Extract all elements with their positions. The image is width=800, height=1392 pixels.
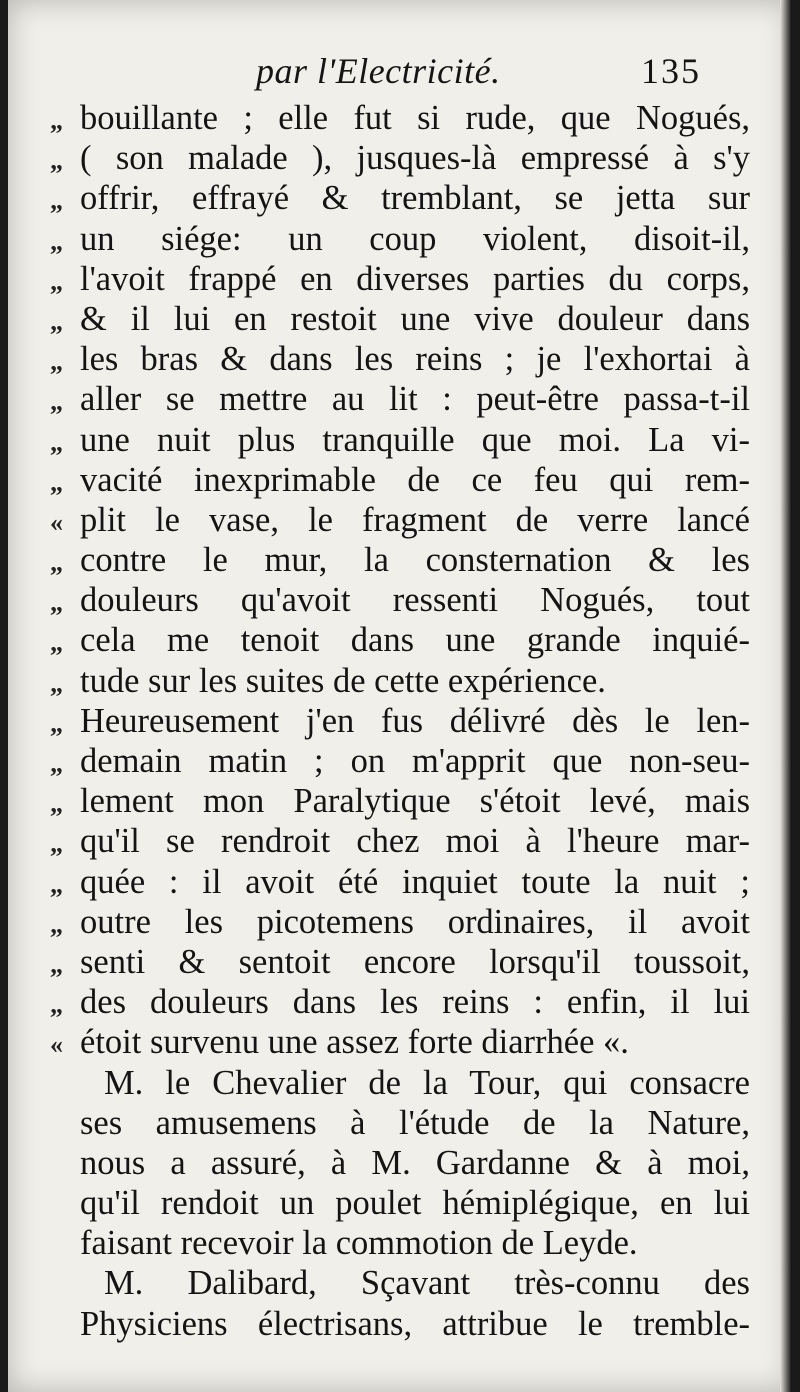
- line-text: étoit survenu une assez forte diarrhée «.: [80, 1023, 629, 1062]
- text-line: [50, 98, 750, 138]
- text-line: [50, 781, 750, 821]
- text-line: [50, 1063, 750, 1103]
- line-text: M. le Chevalier de la Tour, qui consacre: [104, 1063, 750, 1102]
- line-text: senti & sentoit encore lorsqu'il toussoit,: [80, 942, 750, 981]
- text-line: [50, 138, 750, 178]
- line-text: contre le mur, la consternation & les: [80, 541, 750, 580]
- quote-mark: «: [50, 1030, 63, 1060]
- quote-mark: „: [50, 708, 63, 738]
- text-line: [50, 1022, 750, 1062]
- text-line: [50, 1183, 750, 1223]
- quote-mark: „: [50, 427, 63, 457]
- quote-mark: „: [50, 749, 63, 778]
- text-line: [50, 1223, 750, 1263]
- page-edge-shadow: [780, 0, 792, 1392]
- body-text: [50, 98, 750, 1344]
- text-line: [50, 420, 750, 460]
- running-head: par l'Electricité.: [256, 51, 501, 91]
- line-text: qu'il rendoit un poulet hémiplégique, en lui: [80, 1184, 750, 1223]
- text-line: [50, 741, 750, 781]
- text-line: [50, 661, 750, 701]
- text-line: [50, 1304, 750, 1344]
- quote-mark: „: [50, 909, 63, 939]
- quote-mark: „: [50, 789, 63, 819]
- quote-mark: „: [50, 949, 63, 979]
- quote-mark: „: [50, 588, 63, 618]
- line-text: outre les picotemens ordinaires, il avoit: [80, 902, 750, 941]
- line-text: lement mon Paralytique s'étoit levé, mais: [80, 782, 750, 821]
- line-text: l'avoit frappé en diverses parties du corps,: [80, 259, 750, 298]
- line-text: vacité inexprimable de ce feu qui rem-: [80, 460, 750, 499]
- quote-mark: „: [50, 467, 63, 497]
- text-line: [50, 701, 750, 741]
- line-text: quée : il avoit été inquiet toute la nuit ;: [80, 862, 750, 901]
- text-line: [50, 620, 750, 660]
- line-text: faisant recevoir la commotion de Leyde.: [80, 1224, 638, 1263]
- text-line: [50, 1103, 750, 1143]
- quote-mark: „: [50, 146, 63, 176]
- quote-mark: „: [50, 186, 63, 216]
- quote-mark: „: [50, 347, 63, 377]
- text-line: [50, 1143, 750, 1183]
- line-text: demain matin ; on m'apprit que non-seu-: [80, 742, 750, 780]
- quote-mark: „: [50, 226, 63, 256]
- quote-mark: „: [50, 628, 63, 658]
- line-text: Heureusement j'en fus délivré dès le len-: [80, 701, 750, 740]
- page-header: [8, 50, 792, 100]
- line-text: des douleurs dans les reins : enfin, il lui: [80, 983, 750, 1022]
- quote-mark: „: [50, 106, 63, 135]
- line-text: ses amusemens à l'étude de la Nature,: [80, 1103, 750, 1142]
- text-line: [50, 339, 750, 379]
- line-text: une nuit plus tranquille que moi. La vi-: [80, 420, 750, 459]
- line-text: M. Dalibard, Sçavant très-connu des: [104, 1264, 750, 1303]
- line-text: qu'il se rendroit chez moi à l'heure mar-: [80, 822, 750, 861]
- book-page: [8, 0, 792, 1392]
- line-text: les bras & dans les reins ; je l'exhortai à: [80, 340, 750, 379]
- text-line: [50, 460, 750, 500]
- line-text: cela me tenoit dans une grande inquié-: [80, 621, 750, 660]
- text-line: [50, 178, 750, 218]
- line-text: Physiciens électrisans, attribue le tremble-: [80, 1304, 750, 1343]
- line-text: tude sur les suites de cette expérience.: [80, 661, 606, 700]
- text-line: [50, 902, 750, 942]
- quote-mark: „: [50, 990, 63, 1020]
- text-line: [50, 580, 750, 620]
- line-text: plit le vase, le fragment de verre lancé: [80, 500, 750, 539]
- line-text: ( son malade ), jusques-là empressé à s'y: [80, 139, 750, 178]
- quote-mark: „: [50, 668, 63, 698]
- text-line: [50, 1263, 750, 1303]
- text-line: [50, 219, 750, 259]
- text-line: [50, 500, 750, 540]
- text-line: [50, 821, 750, 861]
- line-text: nous a assuré, à M. Gardanne & à moi,: [80, 1143, 750, 1182]
- page-number: 135: [641, 51, 701, 91]
- line-text: offrir, effrayé & tremblant, se jetta sur: [80, 179, 750, 218]
- text-line: [50, 259, 750, 299]
- text-line: [50, 540, 750, 580]
- text-line: [50, 379, 750, 419]
- quote-mark: „: [50, 548, 63, 578]
- quote-mark: „: [50, 869, 63, 899]
- text-line: [50, 982, 750, 1022]
- text-line: [50, 942, 750, 982]
- quote-mark: „: [50, 266, 63, 296]
- quote-mark: „: [50, 387, 63, 417]
- line-text: aller se mettre au lit : peut-être passa-t-il: [80, 380, 750, 419]
- line-text: bouillante ; elle fut si rude, que Nogués,: [80, 99, 750, 137]
- quote-mark: „: [50, 829, 63, 859]
- line-text: & il lui en restoit une vive douleur dans: [80, 299, 750, 338]
- line-text: un siége: un coup violent, disoit-il,: [80, 219, 750, 258]
- quote-mark: „: [50, 306, 63, 336]
- line-text: douleurs qu'avoit ressenti Nogués, tout: [80, 581, 750, 620]
- quote-mark: «: [50, 507, 63, 537]
- text-line: [50, 299, 750, 339]
- text-line: [50, 862, 750, 902]
